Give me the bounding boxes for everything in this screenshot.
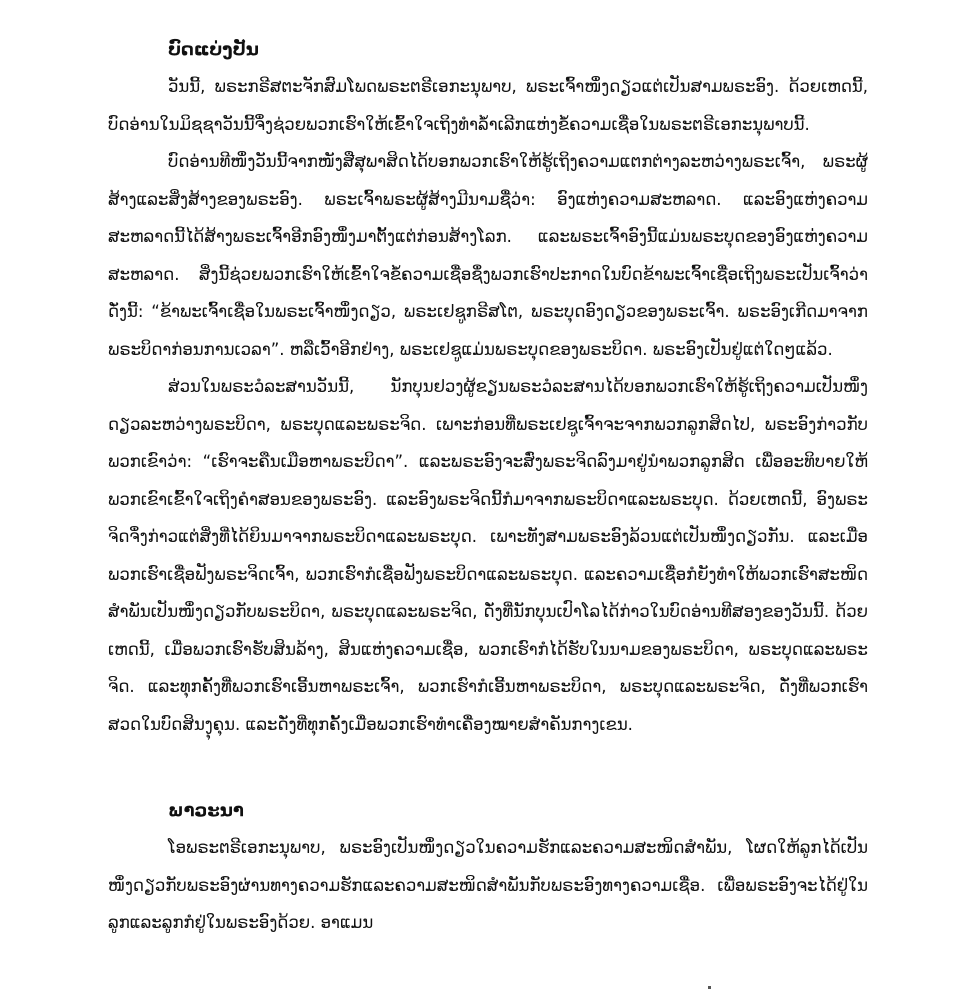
sharing-heading: ບົດແບ່ງປັນ: [168, 39, 259, 60]
prayer-paragraph: ໂອພຣະຕຣີເອກະນຸພາບ, ພຣະອົງເປັນໜຶ່ງດຽວໃນຄວາມຮັກແລະຄວາມສະໜິດສໍາພັນ, ໂຜດໃຫ້ລູກໄດ້ເປັນໜຶ່ງດຽວກັບພຣະອົງຜ່ານທາງຄວາມຮັກແລະຄວາມສະໜິດສໍາພັນກັບພຣະອົງທາງຄວາມເຊື່ອ. ເພື່ອພຣະອົງຈະໄດ້ຢູ່ໃນລູກແລະລູກກໍຢູ່ໃນພຣະອົງດ້ວຍ. ອາແມນ: [108, 838, 868, 932]
sharing-section: [108, 32, 868, 743]
sharing-paragraph-2: ບົດອ່ານທີໜຶ່ງວັນນີ້ຈາກໜັງສືສຸພາສິດໄດ້ບອກພວກເຮົາໃຫ້ຮູ້ເຖິງຄວາມແຕກຕ່າງລະຫວ່າງພຣະເຈົ້າ, ພຣະຜູ້ສ້າງແລະສິ່ງສ້າງຂອງພຣະອົງ. ພຣະເຈົ້າພຣະຜູ້ສ້າງມີນາມຊື່ວ່າ: ອົງແຫ່ງຄວາມສະຫລາດ. ແລະອົງແຫ່ງຄວາມສະຫລາດນີ້ໄດ້ສ້າງພຣະເຈົ້າອີກອົງໜຶ່ງມາຕັ້ງແຕ່ກ່ອນສ້າງໂລກ. ແລະພຣະເຈົ້າອົງນີ້ແມ່ນພຣະບຸດຂອງອົງແຫ່ງຄວາມສະຫລາດ. ສິ່ງນີ້ຊ່ວຍພວກເຮົາໃຫ້ເຂົ້າໃຈຂໍ້ຄວາມເຊື່ອຊຶ່ງພວກເຮົາປະກາດໃນບົດຂ້າພະເຈົ້າເຊື່ອເຖິງພຣະເປັນເຈົ້າວ່າດັ່ງນີ້: “ຂ້າພະເຈົ້າເຊື່ອໃນພຣະເຈົ້າໜຶ່ງດຽວ, ພຣະເຢຊູກຣີສໂຕ, ພຣະບຸດອົງດຽວຂອງພຣະເຈົ້າ. ພຣະອົງເກີດມາຈາກພຣະບິດາກ່ອນການເວລາ”. ຫລືເວົ້າອີກຢ່າງ, ພຣະເຢຊູແມ່ນພຣະບຸດຂອງພຣະບິດາ. ພຣະອົງເປັນຢູ່ແຕ່ໃດໆແລ້ວ.: [108, 152, 868, 359]
document-page: [108, 32, 868, 942]
page-edge-mark: [708, 986, 711, 989]
prayer-heading: ພາວະນາ: [168, 800, 244, 821]
section-spacer: [108, 743, 868, 793]
sharing-paragraph-3: ສ່ວນໃນພຣະວໍລະສານວັນນີ້, ນັກບຸນຢວງຜູ້ຂຽນພຣະວໍລະສານໄດ້ບອກພວກເຮົາໃຫ້ຮູ້ເຖິງຄວາມເປັນໜຶ່ງດຽວລະຫວ່າງພຣະບິດາ, ພຣະບຸດແລະພຣະຈິດ. ເພາະກ່ອນທີ່ພຣະເຢຊູເຈົ້າຈະຈາກພວກລູກສິດໄປ, ພຣະອົງກ່າວກັບພວກເຂົາວ່າ: “ເຮົາຈະຄືນເມືອຫາພຣະບິດາ”. ແລະພຣະອົງຈະສົ່ງພຣະຈິດລົງມາຢູ່ນໍາພວກລູກສິດ ເພື່ອອະທິບາຍໃຫ້ພວກເຂົາເຂົ້າໃຈເຖິງຄໍາສອນຂອງພຣະອົງ. ແລະອົງພຣະຈິດນີ້ກໍມາຈາກພຣະບິດາແລະພຣະບຸດ. ດ້ວຍເຫດນີ້, ອົງພຣະຈິດຈຶ່ງກ່າວແຕ່ສິ່ງທີ່ໄດ້ຍິນມາຈາກພຣະບິດາແລະພຣະບຸດ. ເພາະທັງສາມພຣະອົງລ້ວນແຕ່ເປັນໜຶ່ງດຽວກັນ. ແລະເມື່ອພວກເຮົາເຊື່ອຟັງພຣະຈິດເຈົ້າ, ພວກເຮົາກໍເຊື່ອຟັງພຣະບິດາແລະພຣະບຸດ. ແລະຄວາມເຊື່ອກໍຍັງທໍາໃຫ້ພວກເຮົາສະໜິດສໍາພັນເປັນໜຶ່ງດຽວກັບພຣະບິດາ, ພຣະບຸດແລະພຣະຈິດ, ດັ່ງທີ່ນັກບຸນເປົາໂລໄດ້ກ່າວໃນບົດອ່ານທີສອງຂອງວັນນີ້. ດ້ວຍເຫດນີ້, ເມື່ອພວກເຮົາຮັບສິນລ້າງ, ສິນແຫ່ງຄວາມເຊື່ອ, ພວກເຮົາກໍໄດ້ຮັບໃນນາມຂອງພຣະບິດາ, ພຣະບຸດແລະພຣະຈິດ. ແລະທຸກຄັ້ງທີ່ພວກເຮົາເອີ້ນຫາພຣະເຈົ້າ, ພວກເຮົາກໍເອີ້ນຫາພຣະບິດາ, ພຣະບຸດແລະພຣະຈິດ, ດັ່ງທີ່ພວກເຮົາສວດໃນບົດສິນງຸຄຸນ. ແລະດັ່ງທີ່ທຸກຄັ້ງເມື່ອພວກເຮົາທໍາເຄື່ອງໝາຍສໍາຄັນກາງເຂນ.: [108, 377, 868, 734]
sharing-paragraph-1: ວັນນີ້, ພຣະກຣີສຕະຈັກສົມໂພດພຣະຕຣີເອກະນຸພາບ, ພຣະເຈົ້າໜຶ່ງດຽວແຕ່ເປັນສາມພຣະອົງ. ດ້ວຍເຫດນີ້, ບົດອ່ານໃນມິຊຊາວັນນີ້ຈຶ່ງຊ່ວຍພວກເຮົາໃຫ້ເຂົ້າໃຈເຖິງທໍາລໍ້າເລີກແຫ່ງຂໍ້ຄວາມເຊື່ອໃນພຣະຕຣີເອກະນຸພາບນີ້.: [108, 77, 868, 134]
prayer-section: [108, 793, 868, 942]
